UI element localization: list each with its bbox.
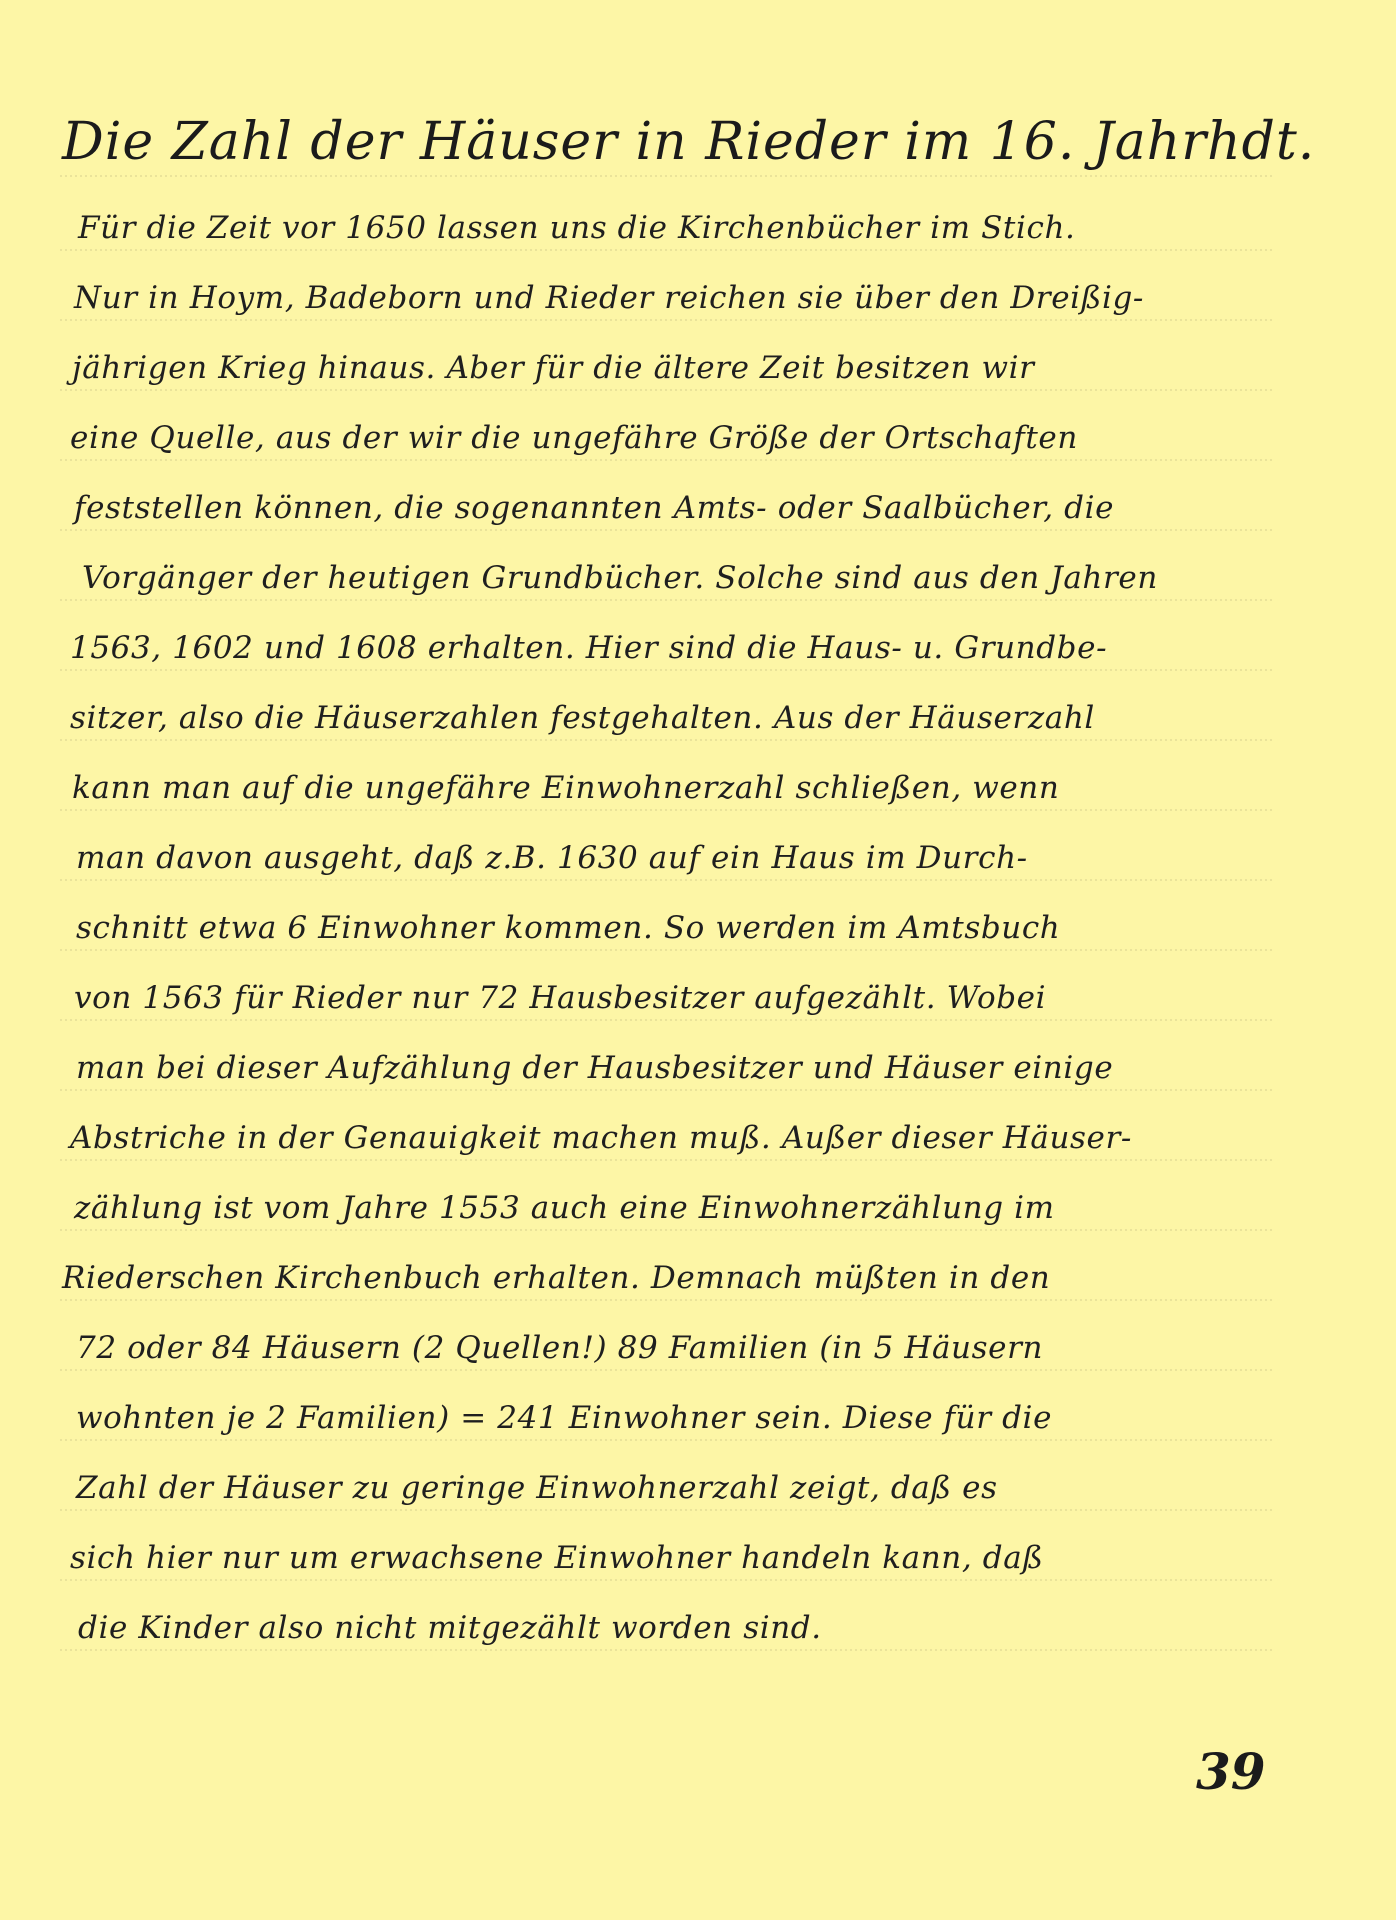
text-line: die Kinder also nicht mitgezählt worden sind. [78,1610,822,1646]
text-line: Abstriche in der Genauigkeit machen muß. Außer dieser Häuser- [70,1120,1132,1156]
text-line: 1563, 1602 und 1608 erhalten. Hier sind die Haus- u. Grundbe- [70,630,1108,666]
text-line: man bei dieser Aufzählung der Hausbesitzer und Häuser einige [76,1050,1114,1086]
text-line: zählung ist vom Jahre 1553 auch eine Einwohnerzählung im [74,1190,1055,1226]
text-line: feststellen können, die sogenannten Amts- oder Saalbücher, die [74,490,1115,526]
text-line: Zahl der Häuser zu geringe Einwohnerzahl zeigt, daß es [76,1470,998,1506]
text-line: Nur in Hoym, Badeborn und Rieder reichen sie über den Dreißig- [74,280,1145,316]
text-line: eine Quelle, aus der wir die ungefähre Größe der Ortschaften [70,420,1078,456]
page-number: 39 [1196,1742,1266,1801]
text-line: man davon ausgeht, daß z.B. 1630 auf ein Haus im Durch- [76,840,1028,876]
text-line: schnitt etwa 6 Einwohner kommen. So werden im Amtsbuch [76,910,1061,946]
text-line: 72 oder 84 Häusern (2 Quellen!) 89 Familien (in 5 Häusern [76,1330,1044,1366]
text-line: kann man auf die ungefähre Einwohnerzahl schließen, wenn [72,770,1060,806]
text-line: Vorgänger der heutigen Grundbücher. Solche sind aus den Jahren [82,560,1158,596]
text-line: Riederschen Kirchenbuch erhalten. Demnach müßten in den [62,1260,1051,1296]
text-line: Für die Zeit vor 1650 lassen uns die Kirchenbücher im Stich. [78,210,1076,246]
text-line: wohnten je 2 Familien) = 241 Einwohner sein. Diese für die [76,1400,1053,1436]
text-line: sitzer, also die Häuserzahlen festgehalten. Aus der Häuserzahl [70,700,1095,736]
text-line: von 1563 für Rieder nur 72 Hausbesitzer aufgezählt. Wobei [74,980,1047,1016]
text-line: jährigen Krieg hinaus. Aber für die ältere Zeit besitzen wir [72,350,1035,386]
text-line: sich hier nur um erwachsene Einwohner handeln kann, daß [70,1540,1044,1576]
page-title: Die Zahl der Häuser in Rieder im 16. Jahrhdt. [62,112,1316,172]
